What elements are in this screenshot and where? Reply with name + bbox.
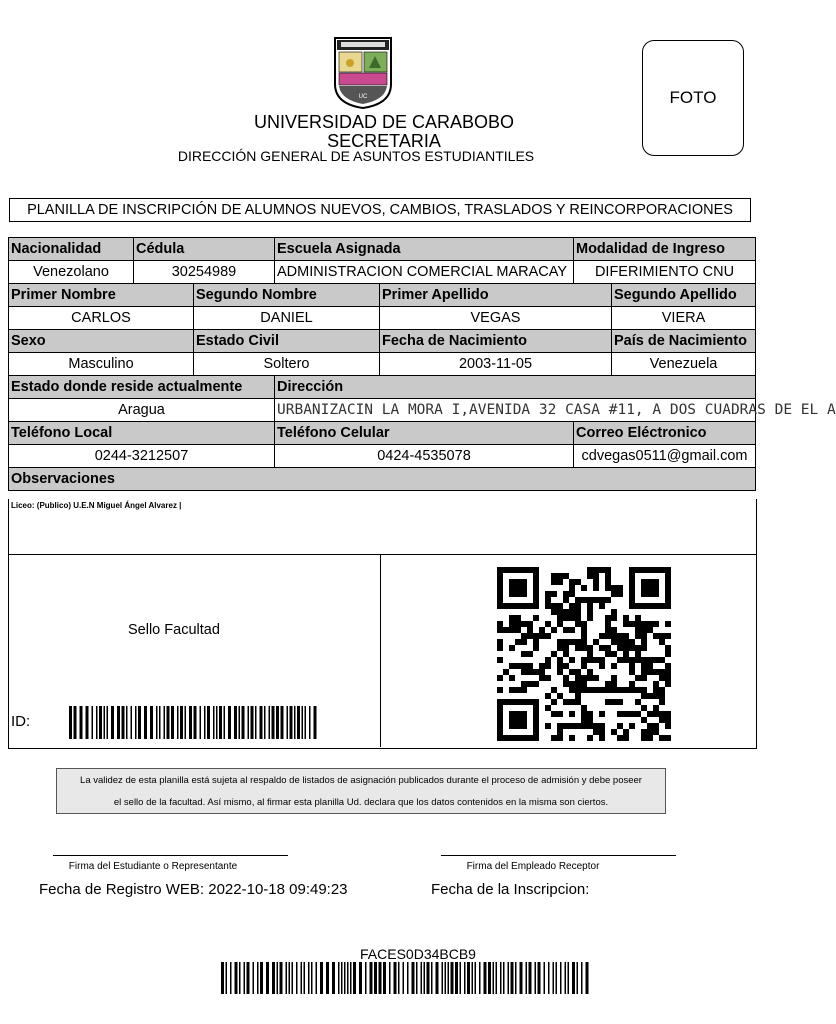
notice-line-2: el sello de la facultad. Así mismo, al firmar esta planilla Ud. declara que los datos contenidos en la misma son ciertos. (113, 797, 609, 808)
form-row-header-3 (9, 330, 756, 353)
form-row-values-4 (9, 399, 756, 422)
label-escuela: Escuela Asignada (275, 238, 574, 261)
university-seal-logo (333, 36, 393, 110)
observaciones-text: Liceo: (Publico) U.E.N Miguel Ángel Alvarez | (11, 501, 182, 510)
direccion-subtitle: DIRECCIÓN GENERAL DE ASUNTOS ESTUDIANTILES (177, 148, 535, 164)
form-title: PLANILLA DE INSCRIPCIÓN DE ALUMNOS NUEVOS, CAMBIOS, TRASLADOS Y REINCORPORACIONES (9, 198, 751, 222)
form-row-header-6 (9, 468, 756, 491)
student-signature-label: Firma del Estudiante o Representante (68, 861, 238, 872)
value-primer-nombre: CARLOS (9, 307, 194, 330)
registration-form-table (8, 237, 836, 491)
footer-code: FACES0D34BCB9 (360, 946, 476, 962)
label-fecha-nacimiento: Fecha de Nacimiento (380, 330, 612, 353)
form-row-values-1 (9, 261, 756, 284)
label-nacionalidad: Nacionalidad (9, 238, 134, 261)
value-sexo: Masculino (9, 353, 194, 376)
id-label: ID: (11, 713, 31, 730)
stamp-divider (380, 554, 381, 747)
form-row-header-4 (9, 376, 756, 399)
employee-signature-label: Firma del Empleado Receptor (466, 861, 600, 872)
value-fecha-nacimiento: 2003-11-05 (380, 353, 612, 376)
label-primer-nombre: Primer Nombre (9, 284, 194, 307)
fecha-inscripcion: Fecha de la Inscripcion: (431, 881, 590, 898)
value-cedula: 30254989 (134, 261, 275, 284)
qr-code (497, 567, 671, 741)
label-telefono-local: Teléfono Local (9, 422, 275, 445)
label-estado-reside: Estado donde reside actualmente (9, 376, 275, 399)
form-row-values-5 (9, 445, 756, 468)
label-sexo: Sexo (9, 330, 194, 353)
form-row-values-2 (9, 307, 756, 330)
label-correo: Correo Eléctronico (574, 422, 756, 445)
form-row-header-1 (9, 238, 756, 261)
form-row-values-3 (9, 353, 756, 376)
value-nacionalidad: Venezolano (9, 261, 134, 284)
fecha-registro-web: Fecha de Registro WEB: 2022-10-18 09:49:23 (39, 881, 348, 898)
label-segundo-nombre: Segundo Nombre (194, 284, 380, 307)
notice-line-1: La validez de esta planilla está sujeta al respaldo de listados de asignación publicados durante el proceso de admisión y debe poseer (80, 775, 642, 786)
form-row-header-2 (9, 284, 756, 307)
value-direccion: URBANIZACIN LA MORA I,AVENIDA 32 CASA #11, A DOS CUADRAS DE EL A (275, 399, 756, 422)
secretaria-title: SECRETARIA (327, 131, 441, 151)
value-segundo-apellido: VIERA (612, 307, 756, 330)
value-pais-nacimiento: Venezuela (612, 353, 756, 376)
student-signature-line (53, 855, 288, 856)
employee-signature-line (441, 855, 676, 856)
value-primer-apellido: VEGAS (380, 307, 612, 330)
value-estado-civil: Soltero (194, 353, 380, 376)
value-correo: cdvegas0511@gmail.com (574, 445, 756, 468)
label-estado-civil: Estado Civil (194, 330, 380, 353)
value-telefono-local: 0244-3212507 (9, 445, 275, 468)
sello-facultad-label: Sello Facultad (128, 622, 220, 638)
university-title: UNIVERSIDAD DE CARABOBO (253, 112, 515, 132)
svg-text:UC: UC (358, 94, 368, 100)
value-estado-reside: Aragua (9, 399, 275, 422)
label-segundo-apellido: Segundo Apellido (612, 284, 756, 307)
form-row-header-5 (9, 422, 756, 445)
label-cedula: Cédula (134, 238, 275, 261)
value-segundo-nombre: DANIEL (194, 307, 380, 330)
label-pais-nacimiento: País de Nacimiento (612, 330, 756, 353)
value-telefono-celular: 0424-4535078 (275, 445, 574, 468)
footer-barcode (221, 962, 588, 994)
value-escuela: ADMINISTRACION COMERCIAL MARACAY (275, 261, 574, 284)
label-telefono-celular: Teléfono Celular (275, 422, 574, 445)
label-observaciones: Observaciones (9, 468, 756, 491)
id-barcode (69, 706, 315, 739)
label-modalidad: Modalidad de Ingreso (574, 238, 756, 261)
label-direccion: Dirección (275, 376, 756, 399)
label-primer-apellido: Primer Apellido (380, 284, 612, 307)
value-modalidad: DIFERIMIENTO CNU (574, 261, 756, 284)
validity-notice (56, 768, 666, 814)
photo-label: FOTO (669, 88, 717, 107)
